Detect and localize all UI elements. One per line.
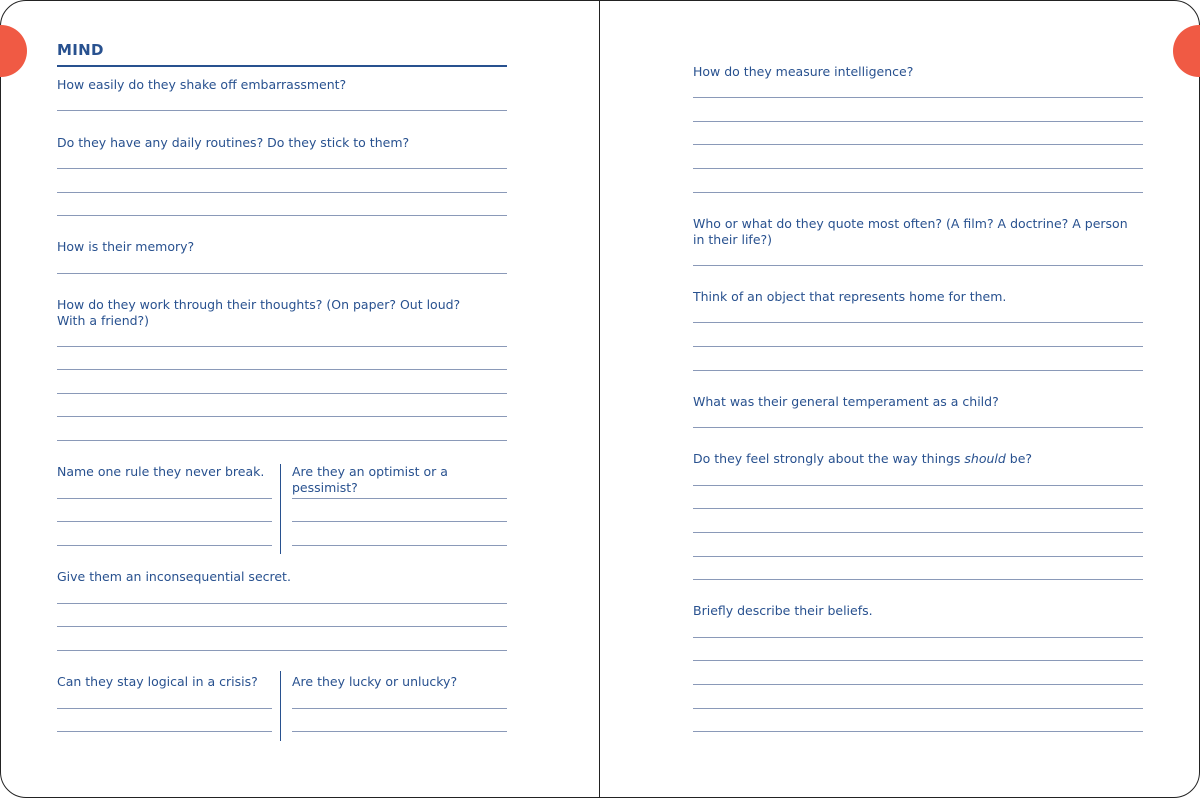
answer-line[interactable]: [57, 498, 272, 499]
answer-line[interactable]: [693, 322, 1143, 323]
answer-line[interactable]: [292, 731, 507, 732]
answer-line[interactable]: [693, 144, 1143, 145]
answer-line[interactable]: [693, 192, 1143, 193]
answer-line[interactable]: [693, 684, 1143, 685]
answer-line[interactable]: [57, 273, 507, 274]
answer-line[interactable]: [693, 346, 1143, 347]
answer-line[interactable]: [292, 708, 507, 709]
answer-line[interactable]: [57, 650, 507, 651]
question-logical-crisis: Can they stay logical in a crisis?: [57, 674, 258, 689]
left-page: [0, 0, 600, 798]
answer-line[interactable]: [693, 532, 1143, 533]
answer-line[interactable]: [57, 521, 272, 522]
answer-line[interactable]: [57, 545, 272, 546]
section-title: MIND: [57, 41, 507, 67]
emphasis-should: should: [964, 451, 1006, 466]
question-lucky-unlucky: Are they lucky or unlucky?: [292, 674, 458, 689]
answer-line[interactable]: [57, 215, 507, 216]
answer-line[interactable]: [693, 370, 1143, 371]
question-measure-intelligence: How do they measure intelligence?: [693, 64, 914, 79]
question-feel-strongly: [693, 451, 1143, 467]
answer-line[interactable]: [57, 346, 507, 347]
answer-line[interactable]: [693, 97, 1143, 98]
answer-line[interactable]: [57, 369, 507, 370]
question-feel-strongly-end: be?: [1005, 451, 1033, 466]
question-memory: How is their memory?: [57, 239, 195, 254]
answer-line[interactable]: [693, 731, 1143, 732]
answer-line[interactable]: [693, 556, 1143, 557]
answer-line[interactable]: [57, 440, 507, 441]
answer-line[interactable]: [693, 508, 1143, 509]
answer-line[interactable]: [57, 708, 272, 709]
left-page-tab: [0, 25, 27, 77]
answer-line[interactable]: [693, 265, 1143, 266]
question-work-through-thoughts: How do they work through their thoughts? (On paper? Out loud? With a friend?): [57, 297, 461, 328]
answer-line[interactable]: [693, 708, 1143, 709]
question-inconsequential-secret: Give them an inconsequential secret.: [57, 569, 291, 584]
question-quote-most-often: Who or what do they quote most often? (A film? A doctrine? A person in their life?): [693, 216, 1128, 247]
answer-line[interactable]: [57, 603, 507, 604]
answer-line[interactable]: [57, 626, 507, 627]
question-daily-routines: Do they have any daily routines? Do they stick to them?: [57, 135, 410, 150]
question-temperament-child: What was their general temperament as a child?: [693, 394, 999, 409]
column-divider: [280, 671, 281, 741]
answer-line[interactable]: [292, 498, 507, 499]
answer-line[interactable]: [693, 121, 1143, 122]
answer-line[interactable]: [57, 416, 507, 417]
answer-line[interactable]: [292, 521, 507, 522]
answer-line[interactable]: [693, 427, 1143, 428]
answer-line[interactable]: [693, 485, 1143, 486]
answer-line[interactable]: [693, 660, 1143, 661]
question-object-home: Think of an object that represents home for them.: [693, 289, 1007, 304]
question-describe-beliefs: Briefly describe their beliefs.: [693, 603, 873, 618]
answer-line[interactable]: [57, 168, 507, 169]
answer-line[interactable]: [57, 393, 507, 394]
question-embarrassment: How easily do they shake off embarrassment?: [57, 77, 347, 92]
question-feel-strongly-text: Do they feel strongly about the way things: [693, 451, 965, 466]
question-rule-never-break: Name one rule they never break.: [57, 464, 265, 479]
right-page-tab: [1173, 25, 1200, 77]
answer-line[interactable]: [57, 110, 507, 111]
column-divider: [280, 464, 281, 554]
question-optimist-pessimist: Are they an optimist or a pessimist?: [292, 464, 448, 495]
answer-line[interactable]: [57, 192, 507, 193]
answer-line[interactable]: [57, 731, 272, 732]
answer-line[interactable]: [693, 637, 1143, 638]
answer-line[interactable]: [693, 168, 1143, 169]
answer-line[interactable]: [693, 579, 1143, 580]
answer-line[interactable]: [292, 545, 507, 546]
